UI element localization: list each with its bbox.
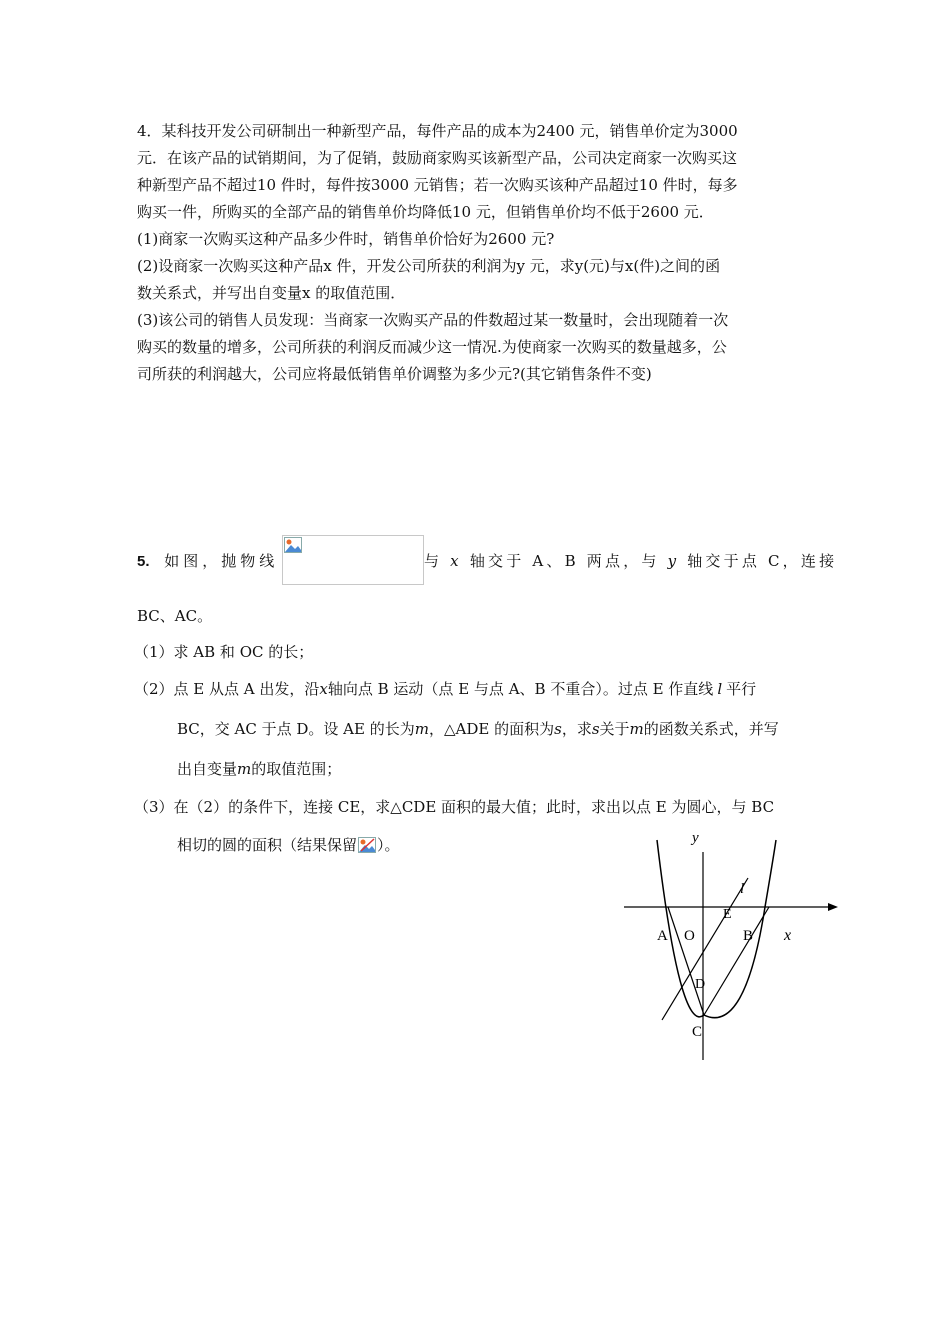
problem-4-line: 购买的数量的增多，公司所获的利润反而减少这一情况.为使商家一次购买的数量越多，公 (137, 338, 727, 356)
label-y: y (692, 830, 699, 846)
question-1: （1）求 AB 和 OC 的长； (134, 643, 314, 661)
axis-y-italic: y (667, 552, 680, 570)
problem-4-line: 司所获的利润越大，公司应将最低销售单价调整为多少元?(其它销售条件不变) (137, 365, 652, 383)
label-x: x (784, 927, 792, 944)
question-2-line-3 (177, 758, 341, 779)
problem-4-line: (1)商家一次购买这种产品多少件时，销售单价恰好为2600 元? (137, 230, 555, 248)
q2-italic-s: s (554, 720, 562, 738)
q2-italic-m: m (237, 760, 252, 778)
q2-italic-l: l (717, 680, 723, 698)
problem-5-intro (137, 550, 278, 571)
label-a: A (657, 928, 668, 944)
question-3-line-2 (177, 834, 400, 855)
label-o: O (684, 928, 695, 944)
label-c: C (692, 1024, 703, 1040)
question-2-line-2 (177, 718, 779, 739)
line-bc (704, 907, 769, 1015)
problem-4-line: 种新型产品不超过10 件时，每件按3000 元销售；若一次购买该种产品超过10 件时，每多 (137, 176, 738, 194)
q2-text: 的函数关系式，并写 (643, 720, 779, 738)
q2-text: 关于 (599, 720, 630, 738)
equation-image-placeholder (282, 535, 424, 585)
problem-4-line: 4．某科技开发公司研制出一种新型产品，每件产品的成本为2400 元，销售单价定为3000 (137, 122, 738, 140)
problem-4-line: 数关系式，并写出自变量x 的取值范围． (137, 284, 406, 302)
line-l (662, 878, 748, 1020)
q2-text: 平行 (726, 680, 757, 698)
problem-4-line: (3)该公司的销售人员发现：当商家一次购买产品的件数超过某一数量时，会出现随着一次 (137, 311, 729, 329)
intro-text: 轴交于点 C，连接 (687, 552, 838, 570)
axis-x-italic: x (450, 552, 462, 570)
problem-5-intro-continued (424, 550, 837, 571)
problem-4-line: 购买一件，所购买的全部产品的销售单价均降低10 元，但销售单价均不低于2600 元． (137, 203, 714, 221)
problem-5-intro-end: BC、AC。 (137, 607, 213, 625)
q2-text: 的取值范围； (251, 760, 342, 778)
question-3-line-1: （3）在（2）的条件下，连接 CE，求△CDE 面积的最大值；此时，求出以点 E 为圆心，与 BC (134, 798, 775, 816)
q2-italic-s: s (591, 720, 600, 738)
problem-5-number: 5. (137, 553, 150, 570)
intro-text: 如图，抛物线 (164, 552, 279, 570)
problem-4 (137, 118, 809, 388)
q2-text: 出自变量 (177, 760, 238, 778)
q2-text: ，求 (561, 720, 592, 738)
problem-4-line: (2)设商家一次购买这种产品x 件，开发公司所获的利润为y 元，求y(元)与x(件)之间的函 (137, 257, 721, 275)
broken-image-icon (284, 537, 302, 553)
q2-italic-m: m (414, 720, 429, 738)
q2-italic-x: x (319, 680, 328, 698)
x-axis-arrow (828, 903, 838, 911)
q2-text: ，△ADE 的面积为 (428, 720, 555, 738)
broken-image-icon (358, 837, 376, 853)
label-l: l (740, 881, 745, 897)
q3-text: ）。 (377, 836, 400, 854)
q3-text: 相切的圆的面积（结果保留 (177, 836, 358, 854)
q2-text: （2）点 E 从点 A 出发，沿 (134, 680, 320, 698)
label-b: B (743, 928, 754, 944)
problem-4-line: 元．在该产品的试销期间，为了促销，鼓励商家购买该新型产品，公司决定商家一次购买这 (137, 149, 738, 167)
intro-text: 轴交于 A、B 两点，与 (469, 552, 660, 570)
parabola-figure (600, 820, 850, 1070)
pi-image-placeholder (357, 837, 377, 853)
intro-text: 与 (424, 552, 443, 570)
question-2-line-1 (134, 678, 756, 699)
label-e: E (723, 907, 732, 922)
label-d: D (695, 977, 706, 992)
q2-italic-m: m (629, 720, 644, 738)
q2-text: 轴向点 B 运动（点 E 与点 A、B 不重合）。过点 E 作直线 (327, 680, 714, 698)
q2-text: BC，交 AC 于点 D。设 AE 的长为 (177, 720, 415, 738)
